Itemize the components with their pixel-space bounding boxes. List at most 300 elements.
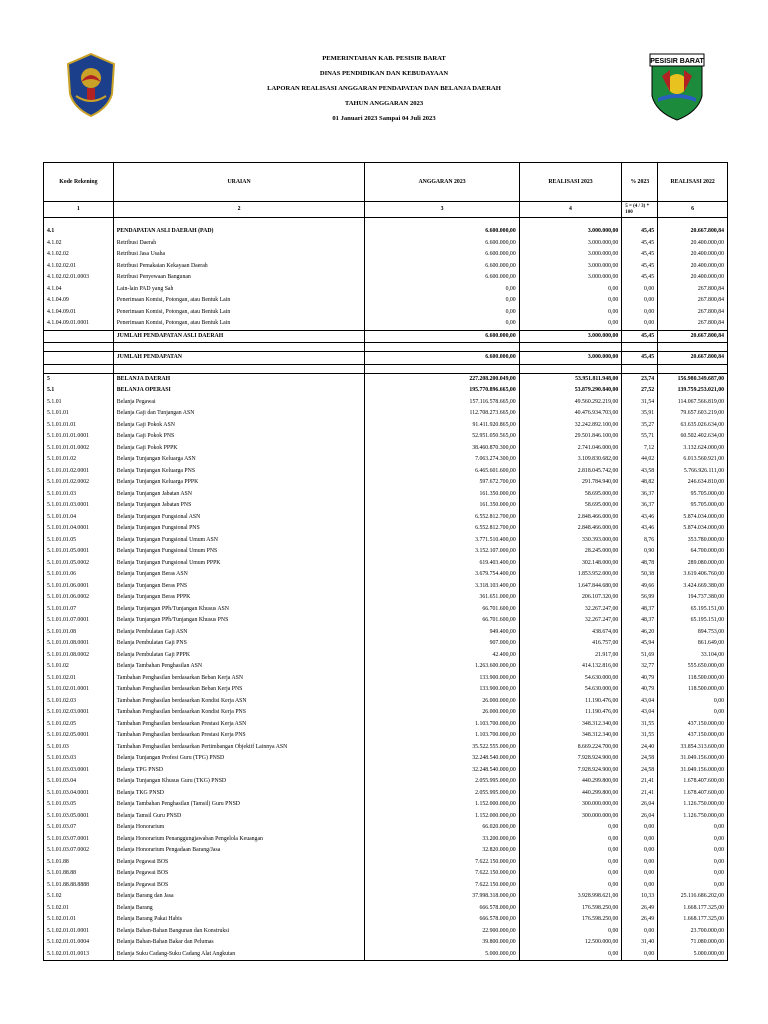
cell-real: 8.669.224.700,00	[519, 742, 622, 754]
cell-uraian: Tambahan Penghasilan berdasarkan Kondisi Kerja ASN	[113, 696, 365, 708]
empty-cell	[44, 218, 114, 227]
cell-pct: 26,49	[622, 914, 658, 926]
cell-uraian: Tambahan Penghasilan berdasarkan Prestasi Kerja ASN	[113, 719, 365, 731]
header-fiscal-year: TAHUN ANGGARAN 2023	[344, 100, 424, 107]
cell-r22: 194.737.380,00	[658, 592, 728, 604]
table-row	[44, 822, 728, 834]
cell-uraian: JUMLAH PENDAPATAN	[113, 352, 365, 365]
cell-kode: 4.1.04.09.01	[44, 307, 114, 319]
cell-r22: 0,00	[658, 857, 728, 869]
cell-ang: 37.998.318.000,00	[365, 891, 519, 903]
cell-pct: 45,45	[622, 226, 658, 238]
cell-pct: 45,94	[622, 638, 658, 650]
cell-kode: 5.1.01.01.04	[44, 512, 114, 524]
cell-uraian: Belanja Pegawai BOS	[113, 857, 365, 869]
col-number-4: 4	[519, 202, 622, 218]
cell-real: 0,00	[519, 949, 622, 961]
table-row	[44, 238, 728, 250]
cell-pct: 45,45	[622, 249, 658, 261]
cell-kode: 5.1.01.01.06.0001	[44, 581, 114, 593]
cell-ang: 6.600.000,00	[365, 261, 519, 273]
cell-ang: 26.000.000,00	[365, 696, 519, 708]
cell-uraian: Belanja Tunjangan Khusus Guru (TKG) PNSD	[113, 776, 365, 788]
spacer-row	[44, 364, 728, 373]
header-report-title: LAPORAN REALISASI ANGGARAN PENDAPATAN DAN BELANJA DAERAH	[267, 85, 501, 92]
cell-uraian: Belanja Tunjangan Profesi Guru (TPG) PNSD	[113, 753, 365, 765]
cell-ang: 666.578.000,00	[365, 903, 519, 915]
cell-ang: 597.672.700,00	[365, 477, 519, 489]
cell-r22: 20.400.000,00	[658, 249, 728, 261]
cell-pct: 7,12	[622, 443, 658, 455]
cell-real: 302.148.000,00	[519, 558, 622, 570]
cell-ang: 2.055.995.000,00	[365, 776, 519, 788]
cell-pct: 10,33	[622, 891, 658, 903]
table-row	[44, 535, 728, 547]
cell-r22: 5.766.926.111,00	[658, 466, 728, 478]
cell-real: 7.928.924.900,00	[519, 753, 622, 765]
cell-uraian: Belanja Tunjangan Beras PNS	[113, 581, 365, 593]
cell-uraian: PENDAPATAN ASLI DAERAH (PAD)	[113, 226, 365, 238]
cell-kode: 5.1.01.03.07	[44, 822, 114, 834]
cell-r22: 139.759.253.021,00	[658, 385, 728, 397]
cell-real: 300.000.000,00	[519, 799, 622, 811]
cell-ang: 22.900.000,00	[365, 926, 519, 938]
cell-ang: 907.000,00	[365, 638, 519, 650]
cell-r22: 25.116.686.202,00	[658, 891, 728, 903]
cell-real: 300.000.000,00	[519, 811, 622, 823]
cell-kode: 5.1.02	[44, 891, 114, 903]
cell-uraian: Belanja Pembulatan Gaji ASN	[113, 627, 365, 639]
cell-real: 0,00	[519, 284, 622, 296]
cell-uraian: Belanja Bahan-Bahan Bangunan dan Konstruksi	[113, 926, 365, 938]
table-row	[44, 765, 728, 777]
cell-ang: 3.318.103.400,00	[365, 581, 519, 593]
cell-uraian: Belanja Tunjangan Keluarga PPPK	[113, 477, 365, 489]
cell-pct: 45,45	[622, 238, 658, 250]
cell-uraian: Belanja Barang dan Jasa	[113, 891, 365, 903]
cell-r22: 437.150.000,00	[658, 719, 728, 731]
cell-real: 53.879.290.840,00	[519, 385, 622, 397]
cell-pct: 0,00	[622, 284, 658, 296]
col-number-3: 3	[365, 202, 519, 218]
cell-kode: 5.1.02.01.01.0004	[44, 937, 114, 949]
empty-cell	[113, 343, 365, 352]
cell-real: 330.393.000,00	[519, 535, 622, 547]
cell-ang: 0,00	[365, 318, 519, 330]
cell-pct: 51,69	[622, 650, 658, 662]
cell-ang: 361.651.000,00	[365, 592, 519, 604]
header-department: DINAS PENDIDIKAN DAN KEBUDAYAAN	[319, 70, 449, 77]
empty-cell	[113, 364, 365, 373]
cell-r22: 0,00	[658, 707, 728, 719]
cell-uraian: Belanja Honorarium	[113, 822, 365, 834]
cell-real: 28.245.000,00	[519, 546, 622, 558]
cell-pct: 50,38	[622, 569, 658, 581]
cell-uraian: Belanja Tunjangan Jabatan ASN	[113, 489, 365, 501]
cell-uraian: Belanja TPG PNSD	[113, 765, 365, 777]
table-row	[44, 408, 728, 420]
cell-pct: 55,71	[622, 431, 658, 443]
table-row	[44, 742, 728, 754]
col-header-persen: % 2023	[622, 163, 658, 202]
table-row	[44, 420, 728, 432]
cell-r22: 65.195.151,00	[658, 604, 728, 616]
cell-pct: 31,55	[622, 719, 658, 731]
cell-kode: 5.1.01.01.05.0001	[44, 546, 114, 558]
cell-kode: 5.1.01.01.01.0002	[44, 443, 114, 455]
cell-kode: 5.1.01.01.03.0001	[44, 500, 114, 512]
empty-cell	[658, 343, 728, 352]
cell-kode: 5.1.01.01.06	[44, 569, 114, 581]
empty-cell	[44, 364, 114, 373]
cell-uraian: Tambahan Penghasilan berdasarkan Beban Kerja PNS	[113, 684, 365, 696]
cell-real: 0,00	[519, 834, 622, 846]
table-row	[44, 811, 728, 823]
table-row	[44, 226, 728, 238]
cell-pct: 21,41	[622, 776, 658, 788]
cell-uraian: Belanja Tambahan Penghasilan ASN	[113, 661, 365, 673]
cell-real: 29.501.846.100,00	[519, 431, 622, 443]
cell-pct: 40,79	[622, 673, 658, 685]
cell-real: 3.928.998.621,00	[519, 891, 622, 903]
cell-r22: 1.126.750.000,00	[658, 811, 728, 823]
cell-ang: 949.400,00	[365, 627, 519, 639]
cell-kode: 5.1.01.02.05	[44, 719, 114, 731]
cell-r22: 65.195.151,00	[658, 615, 728, 627]
table-row	[44, 352, 728, 365]
table-row	[44, 385, 728, 397]
cell-r22: 60.502.402.634,00	[658, 431, 728, 443]
cell-ang: 112.708.273.665,00	[365, 408, 519, 420]
cell-real: 11.190.476,00	[519, 696, 622, 708]
cell-kode: 4.1.02.02.01.0003	[44, 272, 114, 284]
cell-real: 49.560.292.219,00	[519, 397, 622, 409]
cell-uraian: Belanja TKG PNSD	[113, 788, 365, 800]
cell-real: 58.695.000,00	[519, 489, 622, 501]
table-row	[44, 397, 728, 409]
cell-r22: 267.800,84	[658, 318, 728, 330]
cell-kode: 5.1.01.01.08.0001	[44, 638, 114, 650]
cell-ang: 6.600.000,00	[365, 330, 519, 343]
cell-r22: 31.049.156.000,00	[658, 753, 728, 765]
spacer-row	[44, 218, 728, 227]
cell-pct: 8,76	[622, 535, 658, 547]
col-header-realisasi: REALISASI 2023	[519, 163, 622, 202]
table-row	[44, 604, 728, 616]
cell-uraian: Penerimaan Komisi, Potongan, atau Bentuk Lain	[113, 295, 365, 307]
cell-ang: 6.600.000,00	[365, 272, 519, 284]
cell-kode: 5.1.01.01.04.0001	[44, 523, 114, 535]
col-number-1: 1	[44, 202, 114, 218]
cell-real: 348.312.340,00	[519, 719, 622, 731]
cell-real: 348.312.340,00	[519, 730, 622, 742]
cell-pct: 24,58	[622, 765, 658, 777]
table-row	[44, 581, 728, 593]
cell-pct: 0,00	[622, 926, 658, 938]
table-row	[44, 466, 728, 478]
cell-ang: 195.770.896.665,00	[365, 385, 519, 397]
table-row	[44, 373, 728, 385]
cell-r22: 95.705.000,00	[658, 489, 728, 501]
cell-pct: 36,37	[622, 489, 658, 501]
cell-ang: 161.350.000,00	[365, 500, 519, 512]
cell-real: 2.818.045.742,00	[519, 466, 622, 478]
spacer-row	[44, 343, 728, 352]
cell-uraian: Belanja Barang	[113, 903, 365, 915]
cell-uraian: Belanja Tunjangan Beras PPPK	[113, 592, 365, 604]
cell-kode: 5.1.01.01.02.0002	[44, 477, 114, 489]
empty-cell	[519, 218, 622, 227]
cell-ang: 1.103.700.000,00	[365, 730, 519, 742]
table-row	[44, 696, 728, 708]
cell-pct: 49,66	[622, 581, 658, 593]
cell-r22: 1.678.407.600,00	[658, 788, 728, 800]
empty-cell	[44, 343, 114, 352]
cell-real: 3.000.000,00	[519, 226, 622, 238]
cell-ang: 5.000.000,00	[365, 949, 519, 961]
cell-r22: 5.874.034.000,00	[658, 523, 728, 535]
cell-real: 1.853.952.000,00	[519, 569, 622, 581]
cell-uraian: Belanja Tunjangan Fungsional PNS	[113, 523, 365, 535]
cell-uraian: Lain-lain PAD yang Sah	[113, 284, 365, 296]
cell-real: 53.951.811.948,00	[519, 373, 622, 385]
col-header-uraian: URAIAN	[113, 163, 365, 202]
cell-r22: 6.013.560.921,00	[658, 454, 728, 466]
cell-ang: 7.622.150.000,00	[365, 868, 519, 880]
cell-kode: 5.1.01.02.05.0001	[44, 730, 114, 742]
col-header-realisasi-2022: REALISASI 2022	[658, 163, 728, 202]
table-row	[44, 249, 728, 261]
cell-uraian: Belanja Tunjangan Fungsional Umum PNS	[113, 546, 365, 558]
cell-uraian: Belanja Suku Cadang-Suku Cadang Alat Angkutan	[113, 949, 365, 961]
cell-r22: 79.657.603.219,00	[658, 408, 728, 420]
cell-real: 32.267.247,00	[519, 604, 622, 616]
cell-kode: 4.1.04.09	[44, 295, 114, 307]
cell-ang: 7.622.150.000,00	[365, 857, 519, 869]
cell-real: 3.000.000,00	[519, 352, 622, 365]
table-row	[44, 477, 728, 489]
cell-ang: 3.771.510.400,00	[365, 535, 519, 547]
cell-kode: 4.1.02	[44, 238, 114, 250]
cell-pct: 27,52	[622, 385, 658, 397]
cell-pct: 36,37	[622, 500, 658, 512]
cell-kode: 5.1.01.02.01.0001	[44, 684, 114, 696]
cell-ang: 52.951.050.565,00	[365, 431, 519, 443]
cell-pct: 35,91	[622, 408, 658, 420]
table-row	[44, 673, 728, 685]
cell-uraian: Belanja Tunjangan Fungsional Umum PPPK	[113, 558, 365, 570]
cell-r22: 267.800,84	[658, 284, 728, 296]
cell-ang: 66.701.600,00	[365, 615, 519, 627]
cell-ang: 42.400,00	[365, 650, 519, 662]
cell-pct: 26,04	[622, 799, 658, 811]
cell-pct: 0,00	[622, 822, 658, 834]
cell-ang: 32.820.000,00	[365, 845, 519, 857]
cell-kode: 5.1.01.01.02	[44, 454, 114, 466]
cell-ang: 35.522.555.000,00	[365, 742, 519, 754]
header-government: PEMERINTAHAN KAB. PESISIR BARAT	[322, 55, 446, 62]
cell-r22: 23.700.000,00	[658, 926, 728, 938]
budget-realization-table	[43, 162, 728, 961]
cell-uraian: BELANJA DAERAH	[113, 373, 365, 385]
cell-uraian: Belanja Gaji Pokok ASN	[113, 420, 365, 432]
cell-real: 0,00	[519, 307, 622, 319]
cell-ang: 6.600.000,00	[365, 352, 519, 365]
table-row	[44, 558, 728, 570]
cell-r22: 3.424.669.380,00	[658, 581, 728, 593]
cell-real: 2.848.466.000,00	[519, 512, 622, 524]
cell-r22: 0,00	[658, 696, 728, 708]
cell-ang: 32.248.540.000,00	[365, 753, 519, 765]
empty-cell	[365, 218, 519, 227]
cell-ang: 6.600.000,00	[365, 226, 519, 238]
cell-r22: 1.668.177.325,00	[658, 914, 728, 926]
cell-ang: 38.460.870.300,00	[365, 443, 519, 455]
cell-uraian: Belanja Honorarium Penanggungjawaban Pengelola Keuangan	[113, 834, 365, 846]
cell-real: 206.107.320,00	[519, 592, 622, 604]
cell-kode: 5.1.01.02.01	[44, 673, 114, 685]
cell-pct: 31,55	[622, 730, 658, 742]
cell-kode: 5.1.01.01.01.0001	[44, 431, 114, 443]
cell-kode: 5.1.01.03.05	[44, 799, 114, 811]
table-row	[44, 546, 728, 558]
cell-r22: 1.678.407.600,00	[658, 776, 728, 788]
table-row	[44, 684, 728, 696]
cell-kode: 5.1.01.03.03	[44, 753, 114, 765]
table-row	[44, 926, 728, 938]
cell-kode: 5.1	[44, 385, 114, 397]
table-row	[44, 914, 728, 926]
cell-pct: 48,37	[622, 615, 658, 627]
cell-uraian: Belanja Tunjangan Fungsional ASN	[113, 512, 365, 524]
cell-ang: 91.411.920.865,00	[365, 420, 519, 432]
cell-uraian: Belanja Tunjangan Keluarga PNS	[113, 466, 365, 478]
cell-r22: 3.132.624.000,00	[658, 443, 728, 455]
cell-r22: 353.780.000,00	[658, 535, 728, 547]
cell-uraian: Belanja Gaji dan Tunjangan ASN	[113, 408, 365, 420]
cell-r22: 246.634.810,00	[658, 477, 728, 489]
cell-real: 3.000.000,00	[519, 238, 622, 250]
cell-kode: 4.1	[44, 226, 114, 238]
cell-r22: 267.800,84	[658, 307, 728, 319]
cell-uraian: Belanja Tunjangan PPh/Tunjangan Khusus ASN	[113, 604, 365, 616]
cell-r22: 5.874.034.000,00	[658, 512, 728, 524]
cell-pct: 35,27	[622, 420, 658, 432]
cell-uraian: Retribusi Daerah	[113, 238, 365, 250]
empty-cell	[519, 343, 622, 352]
cell-real: 176.598.250,00	[519, 903, 622, 915]
cell-pct: 24,40	[622, 742, 658, 754]
cell-pct: 43,04	[622, 696, 658, 708]
cell-pct: 32,77	[622, 661, 658, 673]
cell-real: 3.000.000,00	[519, 249, 622, 261]
cell-kode: 5.1.02.01	[44, 903, 114, 915]
table-row	[44, 307, 728, 319]
table-row	[44, 845, 728, 857]
table-row	[44, 834, 728, 846]
cell-pct: 43,04	[622, 707, 658, 719]
cell-uraian: Penerimaan Komisi, Potongan, atau Bentuk Lain	[113, 307, 365, 319]
table-row	[44, 937, 728, 949]
empty-cell	[113, 218, 365, 227]
cell-pct: 0,00	[622, 880, 658, 892]
cell-r22: 71.080.000,00	[658, 937, 728, 949]
cell-real: 54.630.000,00	[519, 684, 622, 696]
cell-r22: 20.400.000,00	[658, 238, 728, 250]
cell-uraian: Belanja Tambahan Penghasilan (Tamsil) Guru PNSD	[113, 799, 365, 811]
cell-kode: 5.1.01.01.06.0002	[44, 592, 114, 604]
empty-cell	[658, 364, 728, 373]
cell-real: 2.741.046.000,00	[519, 443, 622, 455]
cell-kode: 5.1.01.03.04.0001	[44, 788, 114, 800]
report-header	[0, 54, 768, 129]
cell-real: 11.190.476,00	[519, 707, 622, 719]
cell-uraian: BELANJA OPERASI	[113, 385, 365, 397]
cell-real: 0,00	[519, 822, 622, 834]
cell-uraian: Belanja Pegawai	[113, 397, 365, 409]
cell-kode: 4.1.04.09.01.0001	[44, 318, 114, 330]
empty-cell	[365, 343, 519, 352]
cell-ang: 1.152.000.000,00	[365, 799, 519, 811]
cell-real: 0,00	[519, 845, 622, 857]
cell-pct: 43,58	[622, 466, 658, 478]
cell-pct: 24,58	[622, 753, 658, 765]
col-number-5: 5 = (4 / 3) * 100	[622, 202, 658, 218]
cell-r22: 156.980.349.687,00	[658, 373, 728, 385]
cell-r22: 118.500.000,00	[658, 684, 728, 696]
cell-real: 32.267.247,00	[519, 615, 622, 627]
col-number-6: 6	[658, 202, 728, 218]
table-row	[44, 638, 728, 650]
table-row	[44, 523, 728, 535]
cell-ang: 619.403.400,00	[365, 558, 519, 570]
cell-uraian: Belanja Pembulatan Gaji PNS	[113, 638, 365, 650]
cell-kode: 5.1.01.03.04	[44, 776, 114, 788]
cell-real: 0,00	[519, 857, 622, 869]
table-row	[44, 500, 728, 512]
cell-kode: 5	[44, 373, 114, 385]
cell-ang: 6.552.812.700,00	[365, 523, 519, 535]
cell-real: 0,00	[519, 868, 622, 880]
cell-uraian: Belanja Tunjangan PPh/Tunjangan Khusus PNS	[113, 615, 365, 627]
cell-r22: 118.500.000,00	[658, 673, 728, 685]
cell-kode: 5.1.01.03.07.0002	[44, 845, 114, 857]
cell-ang: 0,00	[365, 307, 519, 319]
table-row	[44, 284, 728, 296]
cell-uraian: Belanja Tunjangan Jabatan PNS	[113, 500, 365, 512]
table-row	[44, 661, 728, 673]
cell-real: 438.674,00	[519, 627, 622, 639]
cell-uraian: Belanja Bahan-Bahan Bakar dan Pelumas	[113, 937, 365, 949]
cell-kode: 5.1.02.01.01.0001	[44, 926, 114, 938]
cell-uraian: Belanja Honorarium Pengadaan Barang/Jasa	[113, 845, 365, 857]
table-row	[44, 903, 728, 915]
cell-pct: 0,00	[622, 857, 658, 869]
table-row	[44, 880, 728, 892]
cell-kode: 5.1.01.03.05.0001	[44, 811, 114, 823]
cell-real: 0,00	[519, 295, 622, 307]
table-row	[44, 592, 728, 604]
table-row	[44, 272, 728, 284]
table-row	[44, 615, 728, 627]
logo-text: PESISIR BARAT	[650, 58, 704, 65]
table-row	[44, 431, 728, 443]
cell-uraian: Belanja Pembulatan Gaji PPPK	[113, 650, 365, 662]
cell-pct: 48,78	[622, 558, 658, 570]
cell-uraian: Retribusi Jasa Usaha	[113, 249, 365, 261]
cell-pct: 45,45	[622, 261, 658, 273]
cell-pct: 46,20	[622, 627, 658, 639]
